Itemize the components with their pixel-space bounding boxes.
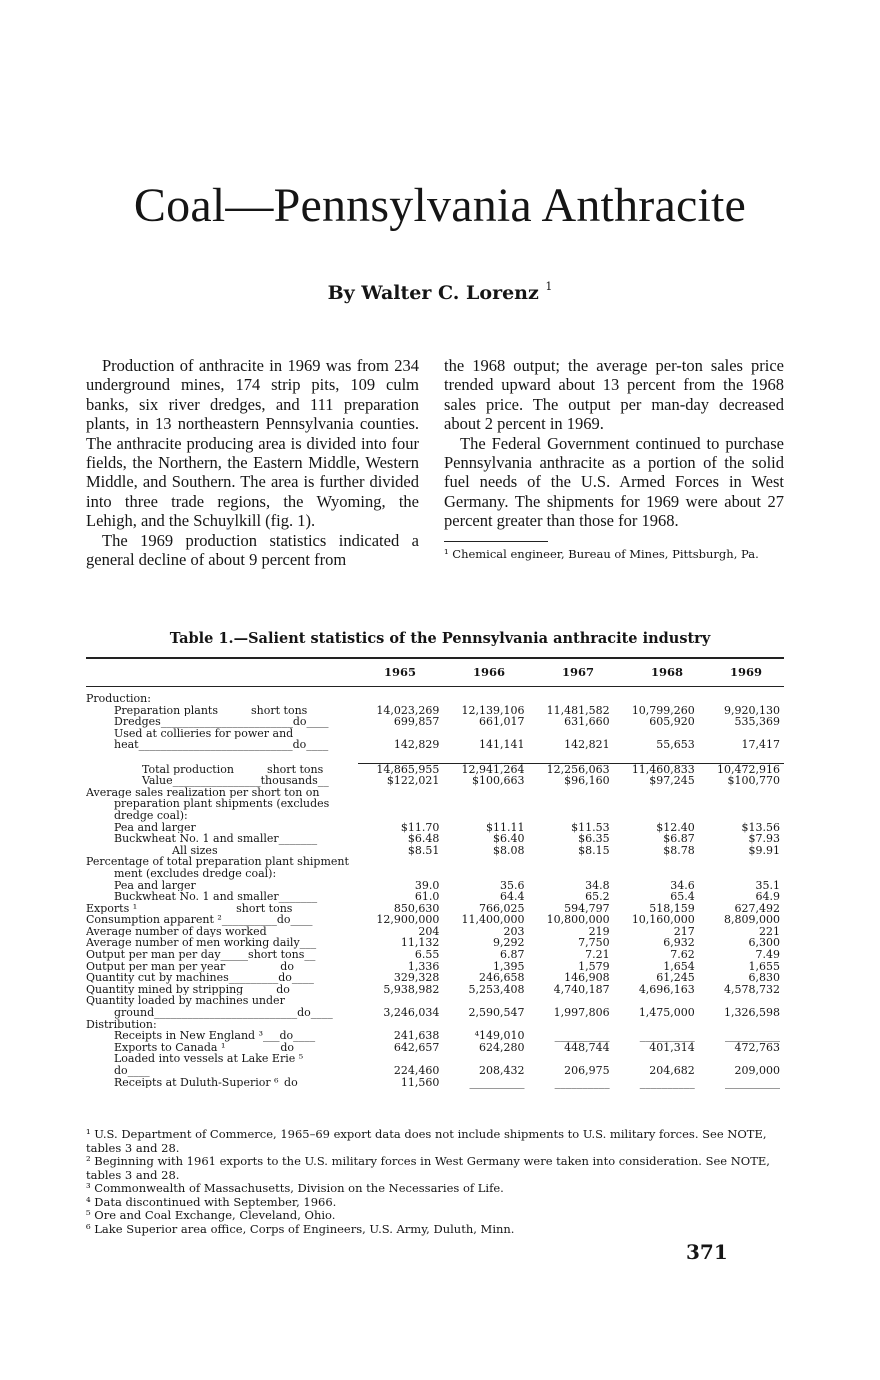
row-label-text: Output per man per year__________do____ [86,960,316,973]
cell-1965: 5,938,982 [383,982,440,996]
cell-1968: 65.4 [670,890,695,904]
row-label-text: dredge coal): [114,809,188,822]
table-row [86,833,784,845]
row-label [86,1065,358,1077]
row-label [86,705,358,717]
cell-1968: $12.40 [656,820,695,834]
cell-1967: 206,975 [564,1064,610,1077]
cell-1967: 448,744 [564,1040,610,1054]
cell-1965: 14,023,269 [376,703,440,717]
cell-1965: 241,638 [393,1029,440,1043]
cell-1968: 1,475,000 [638,1006,695,1020]
table-row [86,984,784,996]
table-row [86,787,784,799]
cell-1965: $6.48 [407,832,440,846]
cell-1966: 64.4 [499,890,525,904]
cell-1969: 9,920,130 [724,703,780,717]
row-label-text: Loaded into vessels at Lake Erie ⁵ [114,1053,304,1065]
row-label [86,1019,358,1031]
cell-1969: 472,763 [734,1040,780,1054]
row-label [86,763,358,775]
row-label-text: All sizes________________________ [172,844,350,857]
row-label [86,798,358,810]
row-label [86,1042,358,1054]
cell-1966: 208,432 [478,1064,525,1077]
cell-1965 [358,810,443,822]
cell-1969: 10,472,916 [699,763,784,775]
cell-1967: 65.2 [585,890,610,904]
row-label [86,926,358,938]
row-label [86,972,358,984]
cell-1965: $11.70 [400,820,440,834]
cell-1966: 766,025 [478,901,525,915]
table-footnote: ³ Commonwealth of Massachusetts, Division on the Necessaries of Life. [86,1181,504,1195]
cell-1966: $11.11 [485,820,525,834]
paragraph: The 1969 production statistics indicated a general decline of about 9 percent from [86,530,419,570]
cell-1968 [614,856,699,868]
cell-1965 [358,856,443,868]
row-label [86,822,358,834]
cell-1968: 401,314 [649,1040,695,1054]
row-label-text: ground__________________________do____ [114,1007,333,1019]
cell-1965: 14,865,955 [358,763,443,775]
cell-1965 [358,868,443,880]
cell-1967 [528,693,613,705]
table-row [86,949,784,961]
row-label [86,868,358,880]
cell-1966: 6.87 [499,948,525,962]
column-header-1966: 1966 [472,665,505,679]
cell-1967: $11.53 [571,820,610,834]
table-footnote: ² Beginning with 1961 exports to the U.S. military forces in West Germany were taken into consideration. See NOTE, tables 3 and 28. [86,1154,770,1182]
table-row [86,693,784,705]
row-label [86,739,358,751]
byline-text: By Walter C. Lorenz [327,282,539,304]
row-label [86,716,358,728]
row-label-text: Exports ¹__________________short tons__ [86,902,304,915]
cell-1965: 699,857 [393,715,440,729]
cell-1965 [358,787,443,799]
page-number: 371 [686,1240,728,1264]
cell-1969: 6,830 [748,971,780,985]
row-label-text: Quantity mined by stripping______do____ [86,983,312,996]
cell-1968: 204,682 [649,1064,695,1077]
paragraph: The Federal Government continued to purchase Pennsylvania anthracite as a portion of the solid fuel needs of the U.S. Armed Forces in West Germany. The shipments for 1969 were about 27 percent greater than those for 1968. [444,433,784,531]
footnote-divider [444,541,548,542]
cell-1968: $97,245 [649,774,695,788]
cell-1969: __________ [725,1029,780,1043]
cell-1966: 661,017 [478,715,525,729]
table-footnote: ¹ U.S. Department of Commerce, 1965–69 export data does not include shipments to U.S. military forces. See NOTE, tables 3 and 28. [86,1127,767,1155]
cell-1967: 1,579 [578,959,610,973]
cell-1965: 642,657 [393,1040,440,1054]
cell-1967: $96,160 [564,774,610,788]
row-label-text: Average sales realization per short ton on [86,786,320,799]
cell-1965: $8.51 [407,843,440,857]
row-label [86,810,358,822]
cell-1967: 219 [588,924,610,938]
cell-1966: 141,141 [478,738,525,752]
cell-1969 [699,693,784,705]
cell-1969: 35.1 [755,878,780,892]
cell-1968: 1,654 [663,959,695,973]
cell-1969 [699,787,784,799]
table-top-rule [86,657,784,659]
cell-1969: 8,809,000 [724,913,780,927]
table-row [86,868,784,880]
cell-1968: 7.62 [670,948,695,962]
cell-1966: 1,395 [492,959,525,973]
cell-1969: 209,000 [734,1064,780,1077]
cell-1966 [443,868,528,880]
row-label-text: do____ [114,1065,150,1077]
cell-1966: 12,941,264 [443,763,528,775]
row-label [86,751,358,763]
cell-1969: 1,655 [748,959,780,973]
row-label-text: Buckwheat No. 1 and smaller_______ [114,891,318,903]
paragraph: the 1968 output; the average per-ton sales price trended upward about 13 percent from the 1968 sales price. The output per man-day decreased about 2 percent in 1969. [444,356,784,434]
cell-1966: $8.08 [492,843,525,857]
row-label [86,903,358,915]
cell-1967: 12,256,063 [528,763,613,775]
table-row [86,1007,784,1019]
cell-1967 [528,868,613,880]
cell-1967: 631,660 [564,715,610,729]
cell-1967: __________ [554,1029,610,1043]
row-label [86,949,358,961]
row-label [86,1077,358,1089]
cell-1965: 3,246,034 [383,1006,440,1020]
cell-1968: __________ [639,1029,695,1043]
cell-1969: $100,770 [727,774,780,788]
cell-1967 [528,856,613,868]
row-label-text: Used at collieries for power and [114,727,294,740]
row-label-text: Pea and larger____________________ [114,879,306,892]
cell-1968 [614,810,699,822]
cell-1965: 142,829 [393,738,440,752]
cell-1966: 12,139,106 [461,703,525,717]
cell-1965 [358,693,443,705]
page-title: Coal—Pennsylvania Anthracite [133,179,747,232]
table-row [86,716,784,728]
cell-1966: 246,658 [478,971,525,985]
cell-1965: 329,328 [393,971,440,985]
row-label-text: Distribution: [86,1018,157,1031]
table-row [86,891,784,903]
cell-1968: __________ [639,1075,695,1089]
cell-1967: 11,481,582 [546,703,610,717]
table-header-rule [86,686,784,687]
cell-1968: 605,920 [649,715,695,729]
cell-1965: 850,630 [393,901,440,915]
cell-1965: 11,132 [400,936,440,950]
cell-1966: 9,292 [492,936,525,950]
row-label-text: Value________________thousands__ [142,775,329,787]
cell-1968: 518,159 [649,901,695,915]
table-row [86,798,784,810]
cell-1966 [443,798,528,810]
cell-1968: 10,799,260 [631,703,695,717]
row-label-text: Consumption apparent ²__________do____ [86,914,313,926]
cell-1969: __________ [725,1075,780,1089]
table-row [86,856,784,868]
row-label-text: Buckwheat No. 1 and smaller_______ [114,833,318,845]
row-label [86,833,358,845]
row-label-text: Total production______short tons__ [142,763,335,776]
cell-1968: 6,932 [663,936,695,950]
cell-1966: $6.40 [492,832,525,846]
cell-1968: 61,245 [656,971,695,985]
row-label [86,775,358,787]
table-title: Table 1.—Salient statistics of the Pennsylvania anthracite industry [169,630,711,647]
cell-1966 [443,751,528,763]
cell-1969 [699,798,784,810]
row-label [86,995,358,1007]
cell-1967: 146,908 [564,971,610,985]
cell-1969: $9.91 [748,843,780,857]
cell-1967: __________ [554,1075,610,1089]
row-label [86,891,358,903]
cell-1967: 10,800,000 [546,913,610,927]
cell-1966 [443,693,528,705]
cell-1966: 203 [503,924,525,938]
cell-1967 [528,810,613,822]
table-footnote: ⁶ Lake Superior area office, Corps of Engineers, U.S. Army, Duluth, Minn. [86,1221,515,1236]
cell-1965 [358,751,443,763]
cell-1967 [528,751,613,763]
cell-1966 [443,810,528,822]
row-label-text: Output per man per day_____short tons__ [86,949,316,961]
row-label-text: Pea and larger____________________ [114,821,306,834]
byline [0,282,880,304]
cell-1969 [699,868,784,880]
cell-1965: $122,021 [386,774,440,788]
cell-1968 [614,751,699,763]
column-header-1965: 1965 [383,665,416,679]
cell-1966 [443,787,528,799]
cell-1965: 39.0 [414,878,440,892]
row-label [86,961,358,973]
byline-footnote-mark: 1 [545,280,553,293]
table-row [86,845,784,857]
row-label-text: ment (excludes dredge coal): [114,867,277,880]
table-footnote: ⁴ Data discontinued with September, 1966. [86,1194,337,1209]
row-label [86,1053,358,1065]
cell-1968: 11,460,833 [614,763,699,775]
row-label [86,984,358,996]
author-footnote: ¹ Chemical engineer, Bureau of Mines, Pittsburgh, Pa. [444,546,759,561]
row-label [86,1007,358,1019]
row-label [86,787,358,799]
row-label-text: Dredges________________________do____ [114,716,329,728]
cell-1969: 221 [759,924,780,938]
table-row [86,1065,784,1077]
cell-1965: 61.0 [414,890,440,904]
row-label-text: Receipts at Duluth-Superior ⁶_do____ [114,1076,320,1089]
paragraph: Production of anthracite in 1969 was from 234 underground mines, 174 strip pits, 109 culm banks, six river dredges, and 111 preparation plants, in 13 northeastern Pennsylvania counties. The anthracite producing area is divided into four fields, the Northern, the Eastern Middle, Western Middle, and Southern. The area is further divided into three trade regions, the Wyoming, the Lehigh, and the Schuylkill (fig. 1). [86,356,419,531]
cell-1967: $6.35 [578,832,610,846]
row-label-text: Average number of days worked_________ [86,925,317,938]
cell-1965: 204 [418,924,440,938]
row-label [86,856,358,868]
column-header-1968: 1968 [650,665,683,679]
row-label [86,914,358,926]
cell-1969: 6,300 [748,936,780,950]
cell-1965: 11,560 [400,1075,440,1089]
cell-1969 [699,751,784,763]
cell-1969: 7.49 [755,948,780,962]
column-header-1967: 1967 [561,665,594,679]
cell-1969: 1,326,598 [724,1006,780,1020]
cell-1968 [614,787,699,799]
cell-1968: 4,696,163 [638,982,695,996]
cell-1967: 7,750 [578,936,610,950]
cell-1965 [358,798,443,810]
cell-1968 [614,798,699,810]
cell-1968: 217 [673,924,695,938]
cell-1969: $13.56 [741,820,780,834]
cell-1967: 1,997,806 [553,1006,610,1020]
table-footnotes [86,1128,796,1236]
row-label [86,728,358,740]
cell-1968: 10,160,000 [631,913,695,927]
row-label-text: Percentage of total preparation plant shipment [86,856,349,868]
cell-1968 [614,693,699,705]
table-row [86,775,784,787]
cell-1966 [443,856,528,868]
table-row [86,810,784,822]
row-label [86,880,358,892]
cell-1969: 627,492 [734,901,780,915]
row-label-text: Exports to Canada ¹__________do____ [114,1041,317,1054]
cell-1969 [699,856,784,868]
cell-1967 [528,787,613,799]
table-footnote: ⁵ Ore and Coal Exchange, Cleveland, Ohio. [86,1208,336,1222]
cell-1969 [699,810,784,822]
column-header-1969: 1969 [729,665,762,679]
cell-1966: 35.6 [499,878,525,892]
cell-1966: 5,253,408 [468,982,525,996]
row-label-text: Receipts in New England ³___do____ [114,1030,316,1042]
row-label-text: Quantity loaded by machines under [86,995,285,1008]
cell-1968: 55,653 [656,738,695,752]
cell-1969: 535,369 [734,715,780,729]
cell-1966: 11,400,000 [461,913,525,927]
cell-1966: $100,663 [471,774,525,788]
table-row [86,739,784,751]
table-body [86,693,784,1088]
cell-1966: ⁴149,010 [474,1029,525,1043]
cell-1968 [614,868,699,880]
table-row [86,1077,784,1089]
cell-1967: 34.8 [585,878,610,892]
cell-1965: 12,900,000 [376,913,440,927]
cell-1969: $7.93 [748,832,780,846]
row-label-text: Production: [86,693,151,705]
cell-1968: $8.78 [663,843,695,857]
cell-1966: __________ [469,1075,525,1089]
table-row [86,1042,784,1054]
table-row [86,751,784,763]
cell-1967: 4,740,187 [553,982,610,996]
row-label [86,693,358,705]
row-label-text: Quantity cut by machines_________do____ [86,972,314,984]
row-label [86,845,358,857]
row-label-text: Average number of men working daily___ [86,937,317,950]
cell-1965: 6.55 [414,948,440,962]
row-label-text: heat____________________________do____ [114,739,329,751]
cell-1968: 34.6 [670,878,695,892]
row-label [86,1030,358,1042]
row-label-text: preparation plant shipments (excludes [114,798,330,810]
cell-1969: 17,417 [741,738,780,752]
cell-1967 [528,798,613,810]
cell-1967: 7.21 [585,948,610,962]
cell-1967: 594,797 [564,901,610,915]
cell-1966: 2,590,547 [468,1006,525,1020]
cell-1966: 624,280 [478,1040,525,1054]
cell-1967: 142,821 [564,738,610,752]
body-column-right [444,356,784,561]
cell-1968: $6.87 [663,832,695,846]
cell-1969: 64.9 [755,890,780,904]
row-label-text: Preparation plants______short tons__ [114,704,319,717]
row-label [86,937,358,949]
body-column-left [86,356,419,569]
cell-1967: $8.15 [578,843,610,857]
cell-1965: 224,460 [393,1064,440,1077]
cell-1965: 1,336 [407,959,440,973]
cell-1969: 4,578,732 [724,982,780,996]
